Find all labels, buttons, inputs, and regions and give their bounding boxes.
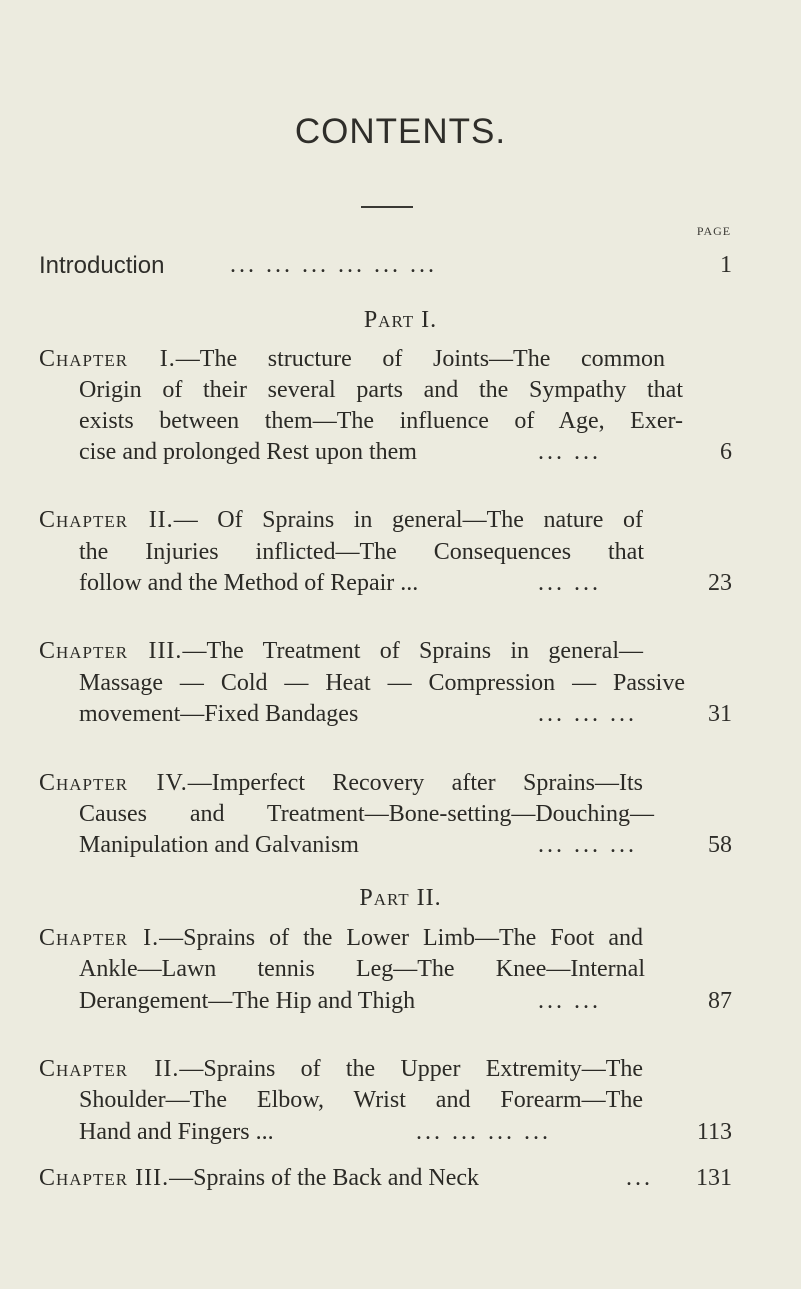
entry-line: follow and the Method of Repair ... bbox=[79, 570, 419, 596]
entry-line: exists between them—The influence of Age, Exer- bbox=[79, 408, 683, 434]
entry-line bbox=[39, 638, 643, 665]
chapter-label: Chapter IV. bbox=[39, 770, 188, 796]
part-heading-2: Part II. bbox=[359, 885, 442, 911]
chapter-label: Chapter III. bbox=[39, 638, 183, 664]
entry-line: Shoulder—The Elbow, Wrist and Forearm—The bbox=[79, 1087, 643, 1113]
entry-line: Hand and Fingers ... bbox=[79, 1119, 274, 1145]
entry-page: 31 bbox=[708, 701, 732, 727]
entry-text: —The structure of Joints—The common bbox=[175, 346, 665, 372]
entry-line: movement—Fixed Bandages bbox=[79, 701, 359, 727]
chapter-label: Chapter I. bbox=[39, 346, 176, 372]
entry-line: Manipulation and Galvanism bbox=[79, 832, 359, 858]
entry-line: Causes and Treatment—Bone-setting—Douching— bbox=[79, 801, 654, 827]
entry-line: Massage — Cold — Heat — Compression — Passive bbox=[79, 670, 685, 696]
introduction-leader: ... ... ... ... ... ... bbox=[230, 252, 437, 278]
chapter-label: Chapter III. bbox=[39, 1165, 170, 1191]
part-heading-1: Part I. bbox=[363, 307, 438, 333]
entry-text: —Imperfect Recovery after Sprains—Its bbox=[187, 770, 643, 796]
chapter-label: Chapter II. bbox=[39, 1056, 180, 1082]
entry-text: — Of Sprains in general—The nature of bbox=[173, 507, 643, 533]
entry-line: Origin of their several parts and the Sympathy that bbox=[79, 377, 683, 403]
entry-page: 23 bbox=[708, 570, 732, 596]
entry-leader: ... ... bbox=[538, 439, 601, 465]
entry-page: 6 bbox=[720, 439, 732, 465]
entry-text: —Sprains of the Back and Neck bbox=[169, 1165, 480, 1191]
entry-line bbox=[39, 507, 643, 534]
entry-leader: ... ... bbox=[538, 988, 601, 1014]
entry-leader: ... ... bbox=[538, 570, 601, 596]
entry-line: Derangement—The Hip and Thigh bbox=[79, 988, 416, 1014]
entry-text: —Sprains of the Lower Limb—The Foot and bbox=[159, 925, 643, 951]
introduction-page: 1 bbox=[720, 252, 732, 278]
entry-line bbox=[39, 1165, 479, 1192]
entry-line: cise and prolonged Rest upon them bbox=[79, 439, 417, 465]
entry-page: 87 bbox=[708, 988, 732, 1014]
entry-text: —The Treatment of Sprains in general— bbox=[182, 638, 643, 664]
entry-page: 58 bbox=[708, 832, 732, 858]
entry-leader: ... ... ... bbox=[538, 832, 637, 858]
entry-line bbox=[39, 1056, 643, 1083]
entry-line bbox=[39, 770, 643, 797]
introduction-label: Introduction bbox=[39, 252, 165, 279]
entry-line: Ankle—Lawn tennis Leg—The Knee—Internal bbox=[79, 956, 645, 982]
chapter-label: Chapter I. bbox=[39, 925, 160, 951]
entry-leader: ... bbox=[626, 1165, 653, 1191]
entry-line: the Injuries inflicted—The Consequences that bbox=[79, 539, 644, 565]
entry-page: 131 bbox=[696, 1165, 732, 1191]
entry-leader: ... ... ... ... bbox=[416, 1119, 551, 1145]
title-rule bbox=[361, 206, 413, 208]
entry-text: —Sprains of the Upper Extremity—The bbox=[179, 1056, 644, 1082]
entry-line bbox=[39, 346, 665, 373]
entry-page: 113 bbox=[696, 1119, 732, 1145]
chapter-label: Chapter II. bbox=[39, 507, 174, 533]
entry-leader: ... ... ... bbox=[538, 701, 637, 727]
page-title: CONTENTS. bbox=[294, 112, 507, 151]
entry-line bbox=[39, 925, 643, 952]
page-column-header: PAGE bbox=[696, 224, 732, 238]
